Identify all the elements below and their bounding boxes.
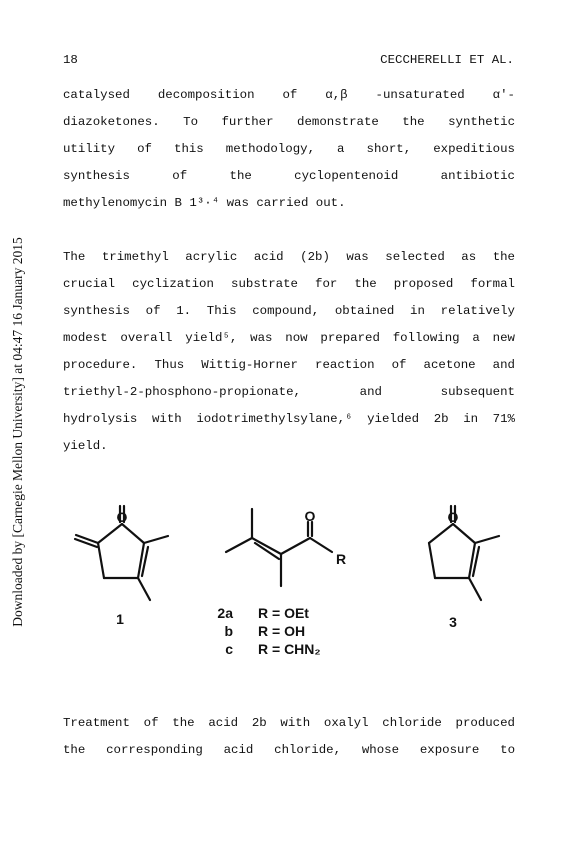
text-line: modest overall yield⁵, was now prepared following a new bbox=[63, 331, 515, 345]
text-line: synthesis of 1. This compound, obtained in relatively bbox=[63, 304, 515, 318]
variant-label: 2a bbox=[217, 605, 233, 621]
text-line: synthesis of the cyclopentenoid antibiotic bbox=[63, 169, 515, 183]
text-line: Treatment of the acid 2b with oxalyl chloride produced bbox=[63, 716, 515, 730]
paragraph-2 bbox=[63, 244, 515, 460]
text-line: crucial cyclization substrate for the proposed formal bbox=[63, 277, 515, 291]
text-line: methylenomycin B 1³·⁴ was carried out. bbox=[63, 196, 346, 210]
compound-1-label: 1 bbox=[116, 611, 124, 627]
compound-3-label: 3 bbox=[449, 614, 457, 630]
variant-group: R = OH bbox=[258, 623, 306, 639]
variant-label: c bbox=[225, 641, 233, 657]
compound-1-oxygen: O bbox=[116, 509, 128, 525]
chemical-scheme bbox=[60, 496, 530, 676]
paragraph-1 bbox=[63, 82, 515, 217]
text-line: the corresponding acid chloride, whose exposure to bbox=[63, 743, 515, 757]
text-line: The trimethyl acrylic acid (2b) was selected as the bbox=[63, 250, 515, 264]
text-line: catalysed decomposition of α,β -unsaturated α'- bbox=[63, 88, 515, 102]
text-line: triethyl-2-phosphono-propionate, and subsequent bbox=[63, 385, 515, 399]
download-notice: Downloaded by [Carnegie Mellon University] at 04:47 16 January 2015 bbox=[10, 237, 25, 627]
text-line: yield. bbox=[63, 439, 108, 453]
running-head: CECCHERELLI ET AL. bbox=[380, 53, 514, 67]
compound-3-structure bbox=[429, 506, 499, 600]
variant-group: R = CHN₂ bbox=[258, 641, 321, 657]
page-number: 18 bbox=[63, 53, 78, 67]
compound-2-r-group: R bbox=[336, 551, 347, 567]
text-line: procedure. Thus Wittig-Horner reaction of acetone and bbox=[63, 358, 515, 372]
text-line: diazoketones. To further demonstrate the synthetic bbox=[63, 115, 515, 129]
compound-2-structure bbox=[226, 509, 332, 586]
variant-group: R = OEt bbox=[258, 605, 309, 621]
compound-3-oxygen: O bbox=[447, 509, 459, 525]
text-line: utility of this methodology, a short, expeditious bbox=[63, 142, 515, 156]
paragraph-3 bbox=[63, 710, 515, 764]
compound-2-oxygen: O bbox=[304, 508, 316, 524]
variant-label: b bbox=[224, 623, 233, 639]
text-line: hydrolysis with iodotrimethylsylane,⁶ yielded 2b in 71% bbox=[63, 412, 515, 426]
